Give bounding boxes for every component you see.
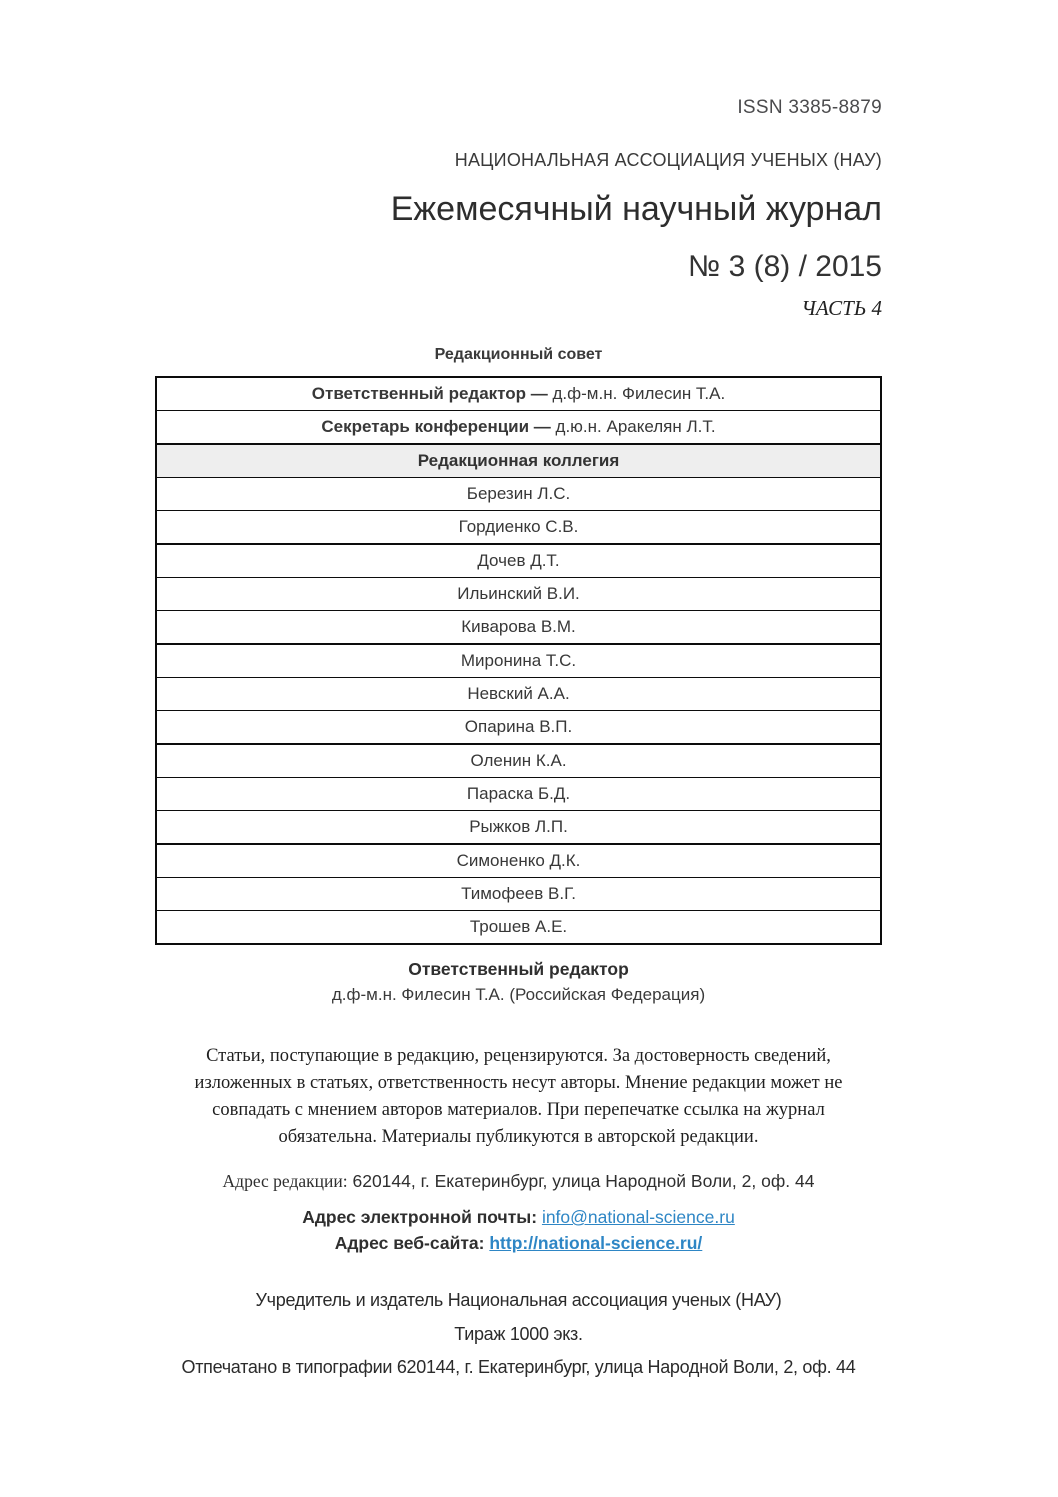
website-link[interactable]: http://national-science.ru/ [489, 1233, 703, 1253]
member-row: Трошев А.Е. [469, 917, 568, 936]
member-row: Опарина В.П. [156, 711, 881, 745]
responsible-editor-name: д.ф-м.н. Филесин Т.А. (Российская Федерация) [331, 985, 706, 1004]
member-row: Березин Л.С. [156, 478, 881, 511]
editorial-board-title: Редакционный совет [434, 346, 603, 363]
leader-row: Ответственный редактор — д.ф-м.н. Филесин Т.А. [156, 377, 881, 411]
leader-role: Секретарь конференции — [321, 417, 551, 436]
website-line [155, 1233, 882, 1254]
masthead [155, 0, 882, 321]
member-row: Параска Б.Д. [156, 778, 881, 811]
responsible-editor-title: Ответственный редактор [408, 959, 629, 979]
member-row: Невский А.А. [156, 678, 881, 711]
member-row: Дочев Д.Т. [156, 544, 881, 578]
association-name: НАЦИОНАЛЬНАЯ АССОЦИАЦИЯ УЧЕНЫХ (НАУ) [454, 150, 882, 170]
printed-line: Отпечатано в типографии 620144, г. Екатеринбург, улица Народной Воли, 2, оф. 44 [181, 1357, 856, 1377]
member-row: Киварова В.М. [156, 611, 881, 645]
email-line [155, 1207, 882, 1228]
college-header-row: Редакционная коллегия [156, 444, 881, 478]
member-row: Гордиенко С.В. [156, 511, 881, 545]
member-row: Симоненко Д.К. [156, 844, 881, 878]
member-row: Оленин К.А. [156, 744, 881, 778]
leader-role: Ответственный редактор — [311, 384, 548, 403]
editorial-board-table [155, 376, 882, 945]
email-link[interactable]: info@national-science.ru [541, 1207, 735, 1227]
circulation-line: Тираж 1000 экз. [454, 1324, 583, 1344]
website-label: Адрес веб-сайта: [334, 1233, 485, 1253]
editorial-board-body [156, 377, 881, 944]
member-row: Ильинский В.И. [156, 578, 881, 611]
address-value: 620144, г. Екатеринбург, улица Народной Воли, 2, оф. 44 [352, 1171, 815, 1191]
member-row: Тимофеев В.Г. [156, 878, 881, 911]
founder-line: Учредитель и издатель Национальная ассоциация ученых (НАУ) [255, 1290, 782, 1310]
content-column [155, 0, 882, 1378]
issue-number: № 3 (8) / 2015 [688, 250, 882, 283]
journal-title: Ежемесячный научный журнал [390, 190, 882, 228]
editorial-notice: Статьи, поступающие в редакцию, рецензируются. За достоверность сведений, изложенных в статьях, ответственность несут авторы. Мнение редакции может не совпадать с мнением авторов материалов. При перепечатке ссылка на журнал обязательна. Материалы публикуются в авторской редакции. [194, 1046, 843, 1147]
leader-row: Секретарь конференции — д.ю.н. Аракелян Л.Т. [156, 411, 881, 445]
member-row: Миронина Т.С. [156, 644, 881, 678]
issn: ISSN 3385-8879 [737, 97, 882, 118]
member-row: Рыжков Л.П. [156, 811, 881, 845]
email-label: Адрес электронной почты: [302, 1207, 538, 1227]
editorial-address-line [155, 1171, 882, 1192]
part-label: ЧАСТЬ 4 [801, 296, 882, 320]
address-label: Адрес редакции: [222, 1171, 348, 1191]
